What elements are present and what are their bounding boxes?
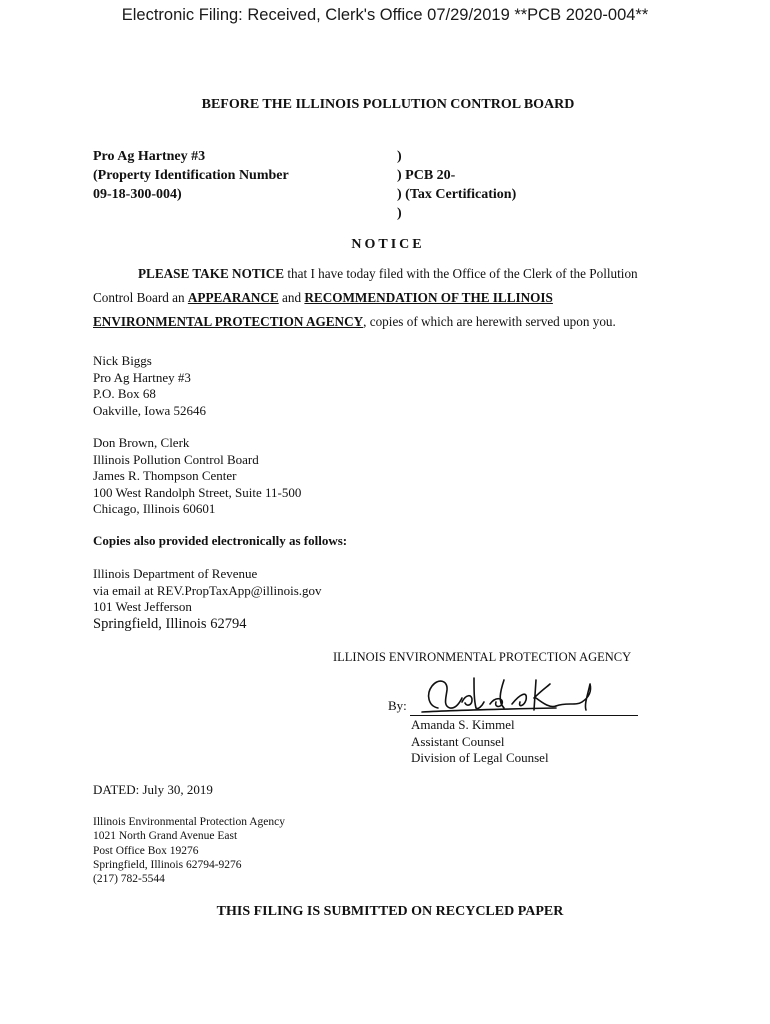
appearance-document: APPEARANCE <box>187 290 279 305</box>
caption-line: ) <box>397 206 402 221</box>
recommendation-document: RECOMMENDATION OF THE ILLINOIS <box>304 290 553 305</box>
case-caption-right <box>397 147 516 223</box>
caption-line: ) (Tax Certification) <box>397 187 517 202</box>
signer-name: Amanda S. Kimmel <box>411 717 515 732</box>
agency-address <box>93 815 285 886</box>
address-line: Chicago, Illinois 60601 <box>93 501 216 516</box>
notice-text: and <box>278 290 305 305</box>
signature-block <box>388 680 638 716</box>
address-line: Post Office Box 19276 <box>93 844 199 857</box>
address-line: Springfield, Illinois 62794 <box>93 615 247 632</box>
notice-body <box>93 262 683 334</box>
caption-line: 09-18-300-004) <box>93 187 182 202</box>
filing-stamp: Electronic Filing: Received, Clerk's Office 07/29/2019 **PCB 2020-004** <box>121 6 649 24</box>
notice-lead: PLEASE TAKE NOTICE <box>138 266 285 281</box>
address-line: Springfield, Illinois 62794-9276 <box>93 858 242 871</box>
address-line: via email at REV.PropTaxApp@illinois.gov <box>93 582 322 598</box>
recycled-paper-notice: THIS FILING IS SUBMITTED ON RECYCLED PAPER <box>216 904 564 919</box>
signer-block <box>411 717 549 767</box>
caption-line: Pro Ag Hartney #3 <box>93 149 206 164</box>
handwritten-signature <box>416 672 606 716</box>
caption-line: ) <box>397 149 402 164</box>
address-line: Don Brown, Clerk <box>93 435 190 450</box>
service-address-clerk <box>93 435 301 518</box>
service-address-biggs <box>93 353 206 419</box>
signing-agency: ILLINOIS ENVIRONMENTAL PROTECTION AGENCY <box>333 650 632 664</box>
address-line: P.O. Box 68 <box>93 386 156 401</box>
address-line: Illinois Environmental Protection Agency <box>93 816 285 828</box>
notice-line <box>93 286 683 310</box>
address-line: Illinois Pollution Control Board <box>93 451 259 467</box>
case-caption-left <box>93 147 289 204</box>
dated-line: DATED: July 30, 2019 <box>93 782 213 797</box>
address-line: Pro Ag Hartney #3 <box>93 369 191 385</box>
notice-text: , copies of which are herewith served upon you. <box>363 314 616 329</box>
address-line: 100 West Randolph Street, Suite 11-500 <box>93 484 302 500</box>
address-line: 1021 North Grand Avenue East <box>93 830 238 843</box>
notice-line <box>93 310 683 334</box>
address-line: 101 West Jefferson <box>93 599 192 614</box>
notice-text: Control Board an <box>93 290 188 305</box>
notice-text: that I have today filed with the Office of the Clerk of the Pollution <box>284 266 638 281</box>
notice-heading: NOTICE <box>351 237 425 252</box>
service-address-revenue <box>93 566 322 632</box>
signer-division: Division of Legal Counsel <box>411 750 549 765</box>
signer-title: Assistant Counsel <box>411 733 505 749</box>
caption-line: (Property Identification Number <box>93 168 289 183</box>
electronic-copies-heading: Copies also provided electronically as follows: <box>93 533 348 548</box>
notice-line <box>93 262 683 286</box>
address-line: James R. Thompson Center <box>93 468 237 483</box>
address-line: (217) 782-5544 <box>93 873 165 886</box>
recommendation-document-cont: ENVIRONMENTAL PROTECTION AGENCY <box>93 314 364 329</box>
caption-line: ) PCB 20- <box>397 168 456 183</box>
by-label: By: <box>388 698 407 713</box>
address-line: Nick Biggs <box>93 353 152 368</box>
address-line: Illinois Department of Revenue <box>93 566 258 581</box>
board-title: BEFORE THE ILLINOIS POLLUTION CONTROL BOARD <box>201 97 575 112</box>
address-line: Oakville, Iowa 52646 <box>93 402 207 418</box>
